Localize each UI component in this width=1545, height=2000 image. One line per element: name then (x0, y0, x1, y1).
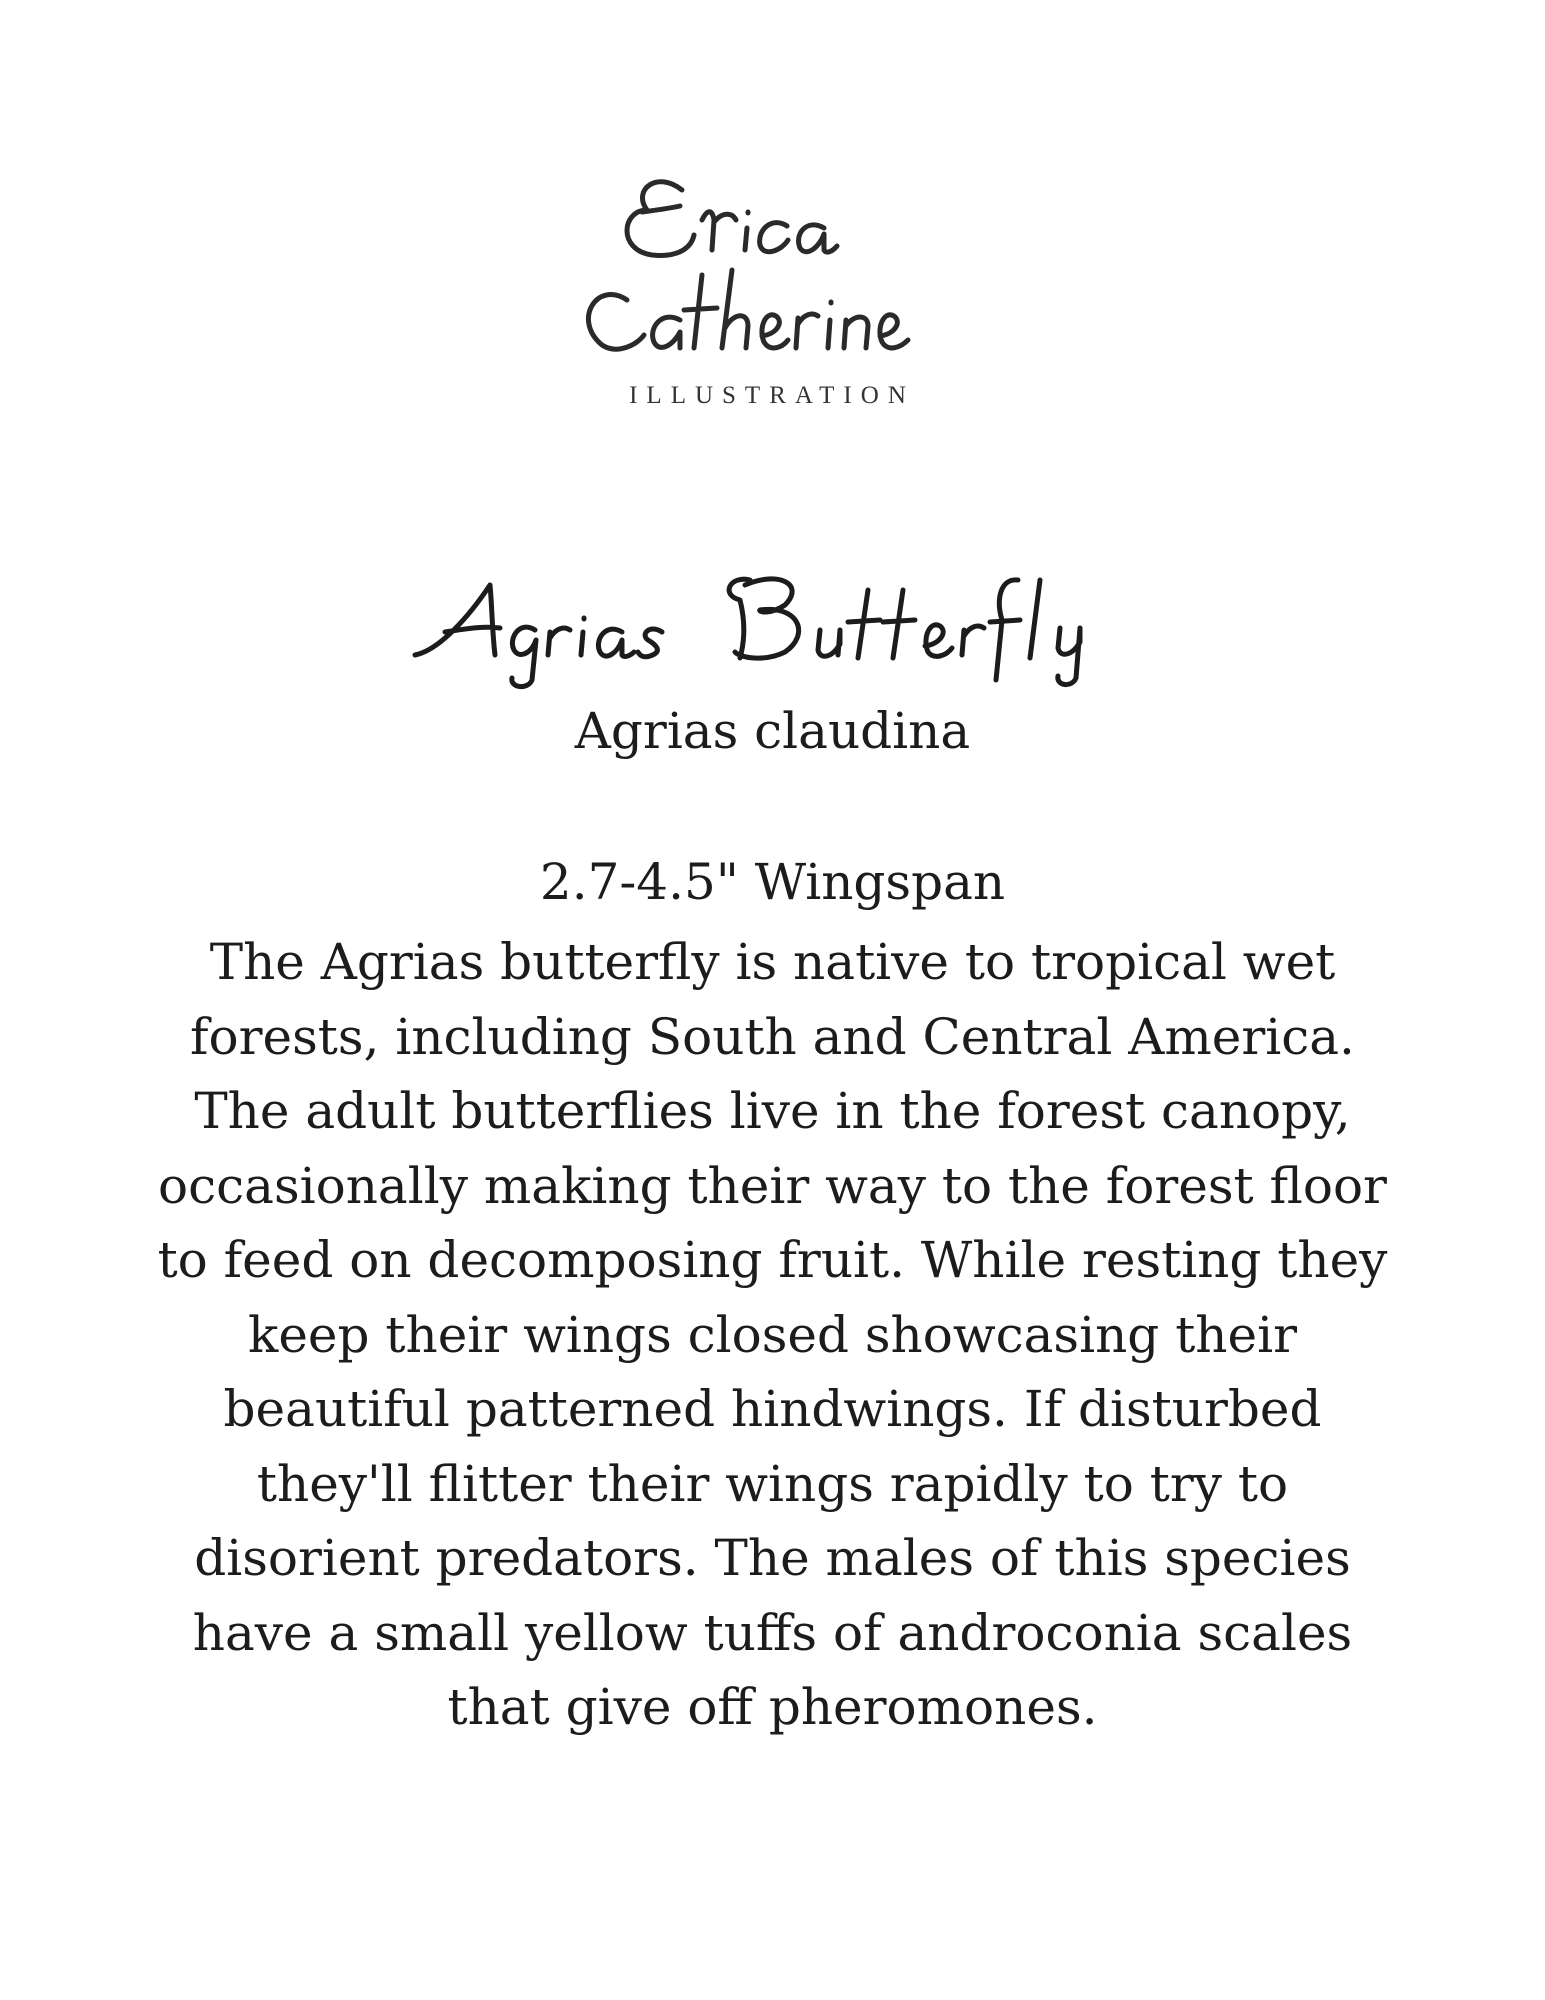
description-line: they'll flitter their wings rapidly to try to (256, 1454, 1289, 1513)
page-title (400, 560, 1145, 690)
description-line: keep their wings closed showcasing their (248, 1305, 1297, 1364)
description-paragraph (150, 925, 1395, 1745)
scientific-name: Agrias claudina (574, 702, 971, 760)
description-line: beautiful patterned hindwings. If disturbed (223, 1380, 1322, 1438)
description-line: have a small yellow tuffs of androconia scales (192, 1603, 1353, 1662)
logo-subtitle: ILLUSTRATION (629, 382, 915, 409)
description-line: The adult butterflies live in the forest canopy, (194, 1082, 1351, 1140)
description-line: occasionally making their way to the forest floor (158, 1156, 1387, 1215)
description-line: The Agrias butterfly is native to tropical wet (209, 933, 1336, 991)
description-line: to feed on decomposing fruit. While resting they (157, 1231, 1388, 1289)
description-line: forests, including South and Central America. (190, 1007, 1355, 1066)
wingspan-text: 2.7-4.5" Wingspan (539, 853, 1006, 911)
description-line: disorient predators. The males of this species (194, 1529, 1351, 1587)
brand-logo (562, 150, 982, 430)
title-script-graphic (400, 560, 1145, 690)
description-line: that give off pheromones. (447, 1678, 1098, 1736)
